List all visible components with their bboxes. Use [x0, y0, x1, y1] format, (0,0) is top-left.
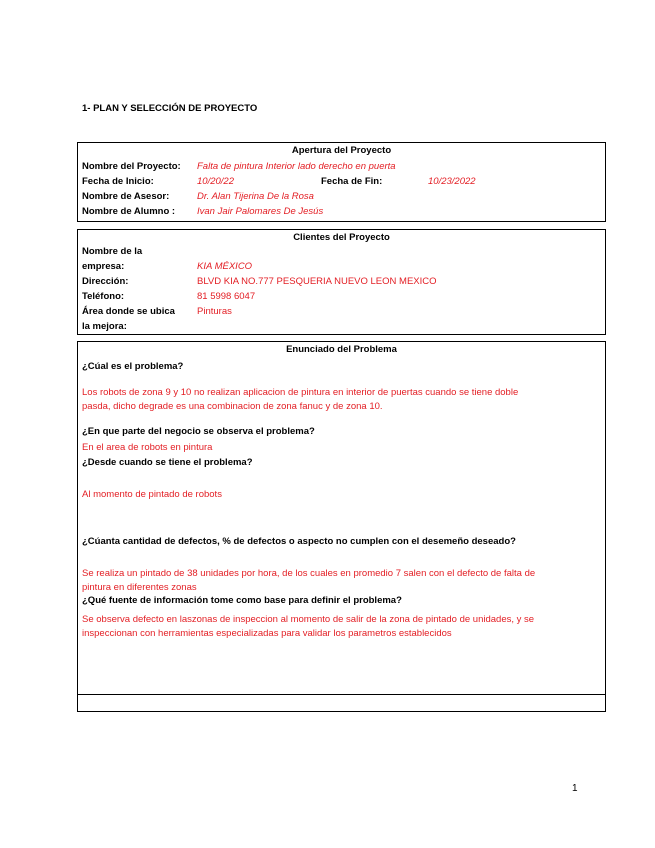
enunciado-title: Enunciado del Problema	[286, 344, 397, 355]
question-1: ¿Cúal es el problema?	[82, 361, 184, 372]
fecha-fin-value: 10/23/2022	[428, 176, 476, 187]
telefono-label: Teléfono:	[82, 291, 125, 302]
area-value: Pinturas	[197, 306, 232, 317]
fecha-fin-label: Fecha de Fin:	[321, 176, 383, 187]
asesor-label: Nombre de Asesor:	[82, 191, 170, 202]
answer-4-line-2: pintura en diferentes zonas	[82, 582, 197, 593]
fecha-inicio-label: Fecha de Inicio:	[82, 176, 154, 187]
answer-4-line-1: Se realiza un pintado de 38 unidades por hora, de los cuales en promedio 7 salen con el defecto de falta de	[82, 568, 536, 579]
fecha-inicio-value: 10/20/22	[197, 176, 234, 187]
apertura-table	[77, 142, 606, 222]
alumno-value: Ivan Jair Palomares De Jesús	[197, 206, 324, 217]
question-3: ¿Desde cuando se tiene el problema?	[82, 457, 253, 468]
empresa-value: KIA MÉXICO	[197, 261, 253, 272]
question-4: ¿Cúanta cantidad de defectos, % de defectos o aspecto no cumplen con el desemeño deseado?	[82, 536, 516, 547]
nombre-proyecto-label: Nombre del Proyecto:	[82, 161, 181, 172]
answer-5-line-2: inspeccionan con herramientas especializadas para validar los parametros establecidos	[82, 628, 452, 639]
enunciado-table	[77, 341, 606, 712]
question-5: ¿Qué fuente de información tome como base para definir el problema?	[82, 595, 402, 606]
area-label-cont: la mejora:	[82, 321, 127, 332]
nombre-proyecto-value: Falta de pintura Interior lado derecho en puerta	[197, 161, 396, 172]
clientes-table	[77, 229, 606, 335]
empresa-label-cont: empresa:	[82, 261, 125, 272]
empresa-label: Nombre de la	[82, 246, 143, 257]
area-label: Área donde se ubica	[82, 306, 175, 317]
direccion-label: Dirección:	[82, 276, 129, 287]
answer-1-line-1: Los robots de zona 9 y 10 no realizan aplicacion de pintura en interior de puertas cuando se tiene doble	[82, 387, 519, 398]
answer-5-line-1: Se observa defecto en laszonas de inspeccion al momento de salir de la zona de pintado de unidades, y se	[82, 614, 535, 625]
clientes-title: Clientes del Proyecto	[293, 232, 390, 243]
question-2: ¿En que parte del negocio se observa el problema?	[82, 426, 315, 437]
page-number: 1	[572, 783, 578, 794]
section-title: 1- PLAN Y SELECCIÓN DE PROYECTO	[82, 103, 258, 114]
table-divider	[78, 694, 605, 695]
answer-3: Al momento de pintado de robots	[82, 489, 222, 500]
alumno-label: Nombre de Alumno :	[82, 206, 176, 217]
direccion-value: BLVD KIA NO.777 PESQUERIA NUEVO LEON MEXICO	[197, 276, 437, 287]
telefono-value: 81 5998 6047	[197, 291, 256, 302]
apertura-title: Apertura del Proyecto	[291, 145, 392, 156]
asesor-value: Dr. Alan Tijerina De la Rosa	[197, 191, 314, 202]
answer-1-line-2: pasda, dicho degrade es una combinacion de zona fanuc y de zona 10.	[82, 401, 383, 412]
answer-2: En el area de robots en pintura	[82, 442, 213, 453]
